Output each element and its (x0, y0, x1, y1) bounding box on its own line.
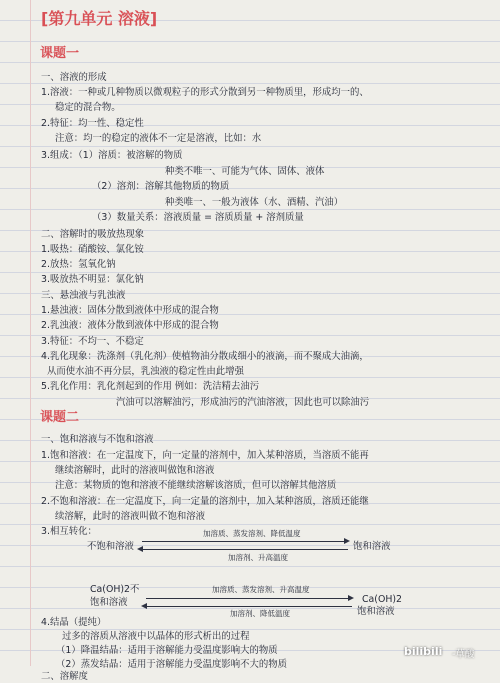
node-caoh2-saturated: Ca(OH)2 (362, 594, 402, 605)
note-line: 种类不唯一、可能为气体、固体、液体 (165, 166, 325, 177)
node-saturated: 饱和溶液 (353, 541, 391, 552)
note-line: 续溶解，此时的溶液叫做不饱和溶液 (55, 511, 206, 522)
node-unsaturated: 不饱和溶液 (87, 541, 134, 552)
note-line: 稳定的混合物。 (55, 102, 121, 113)
note-line: （1）降温结晶：适用于溶解能力受温度影响大的物质 (56, 645, 278, 656)
backward-arrow-head (141, 603, 147, 609)
backward-arrow-head (137, 546, 143, 552)
note-line: 4.结晶（提纯） (41, 617, 107, 628)
note-line: 5.乳化作用：乳化剂起到的作用 例如：洗洁精去油污 (41, 381, 260, 392)
backward-arrow-line (146, 606, 352, 607)
backward-arrow-line (142, 549, 348, 550)
forward-arrow-line (142, 541, 348, 542)
note-line: 1.饱和溶液：在一定温度下，向一定量的溶剂中，加入某种溶质，当溶质不能再 (41, 450, 369, 461)
note-line: 2.放热：氢氧化钠 (41, 259, 116, 270)
note-line: 种类唯一、一般为液体（水、酒精、汽油） (165, 197, 344, 208)
note-line: 二、溶解时的吸放热现象 (41, 229, 145, 240)
note-line: 3.吸放热不明显：氯化钠 (41, 274, 144, 285)
forward-arrow-head (344, 538, 350, 544)
note-line: 3.组成：（1）溶质：被溶解的物质 (41, 150, 183, 161)
node-caoh2-unsaturated: 饱和溶液 (90, 597, 128, 608)
note-line: 4.乳化现象：洗涤剂（乳化剂）使植物油分散成细小的液滴，而不聚成大油滴， (41, 351, 369, 362)
bilibili-watermark: bilibili (404, 645, 443, 658)
note-line: （3）数量关系：溶液质量 = 溶质质量 + 溶剂质量 (92, 212, 304, 223)
note-line: 一、饱和溶液与不饱和溶液 (41, 434, 154, 445)
note-line: 1.吸热：硝酸铵、氯化铵 (41, 244, 144, 255)
arrow-label-bottom: 加溶剂、升高温度 (228, 553, 288, 562)
note-line: 2.乳浊液：液体分散到液体中形成的混合物 (41, 320, 219, 331)
note-line: 二、溶解度 (41, 671, 88, 682)
note-line: 3.相互转化： (41, 526, 97, 537)
arrow-label-bottom: 加溶剂、降低温度 (230, 609, 290, 618)
author-watermark: -草酸 (452, 649, 475, 660)
node-caoh2-unsaturated: Ca(OH)2不 (90, 584, 140, 595)
note-line: 1.悬浊液：固体分散到液体中形成的混合物 (41, 305, 219, 316)
note-line: （2）蒸发结晶：适用于溶解能力受温度影响不大的物质 (56, 659, 287, 670)
margin-line (30, 0, 31, 666)
note-line: 注意：均一的稳定的液体不一定是溶液，比如：水 (55, 133, 262, 144)
note-line: 3.特征：不均一、不稳定 (41, 336, 144, 347)
note-line: 汽油可以溶解油污，形成油污的汽油溶液，因此也可以除油污 (116, 397, 370, 408)
note-line: 继续溶解时，此时的溶液叫做饱和溶液 (55, 465, 215, 476)
forward-arrow-head (348, 595, 354, 601)
unit-title: [第九单元 溶液] (41, 9, 158, 28)
note-line: 过多的溶质从溶液中以晶体的形式析出的过程 (62, 631, 250, 642)
note-line: 2.不饱和溶液：在一定温度下，向一定量的溶剂中，加入某种溶质，溶质还能继 (41, 496, 369, 507)
arrow-label-top: 加溶质、蒸发溶剂、降低温度 (203, 529, 301, 538)
note-line: 1.溶液：一种或几种物质以微观粒子的形式分散到另一种物质里，形成均一的、 (41, 87, 369, 98)
forward-arrow-line (146, 598, 352, 599)
note-line: 三、悬浊液与乳浊液 (41, 290, 126, 301)
lesson1-heading: 课题一 (40, 46, 80, 61)
lesson2-heading: 课题二 (40, 410, 80, 425)
note-line: 从而使水油不再分层，乳浊液的稳定性由此增强 (47, 366, 244, 377)
node-caoh2-saturated: 饱和溶液 (357, 606, 395, 617)
note-line: （2）溶剂：溶解其他物质的物质 (92, 181, 230, 192)
arrow-label-top: 加溶质、蒸发溶剂、升高温度 (212, 585, 310, 594)
note-line: 注意：某物质的饱和溶液不能继续溶解该溶质，但可以溶解其他溶质 (55, 480, 337, 491)
note-line: 一、溶液的形成 (41, 72, 107, 83)
note-line: 2.特征：均一性、稳定性 (41, 118, 144, 129)
